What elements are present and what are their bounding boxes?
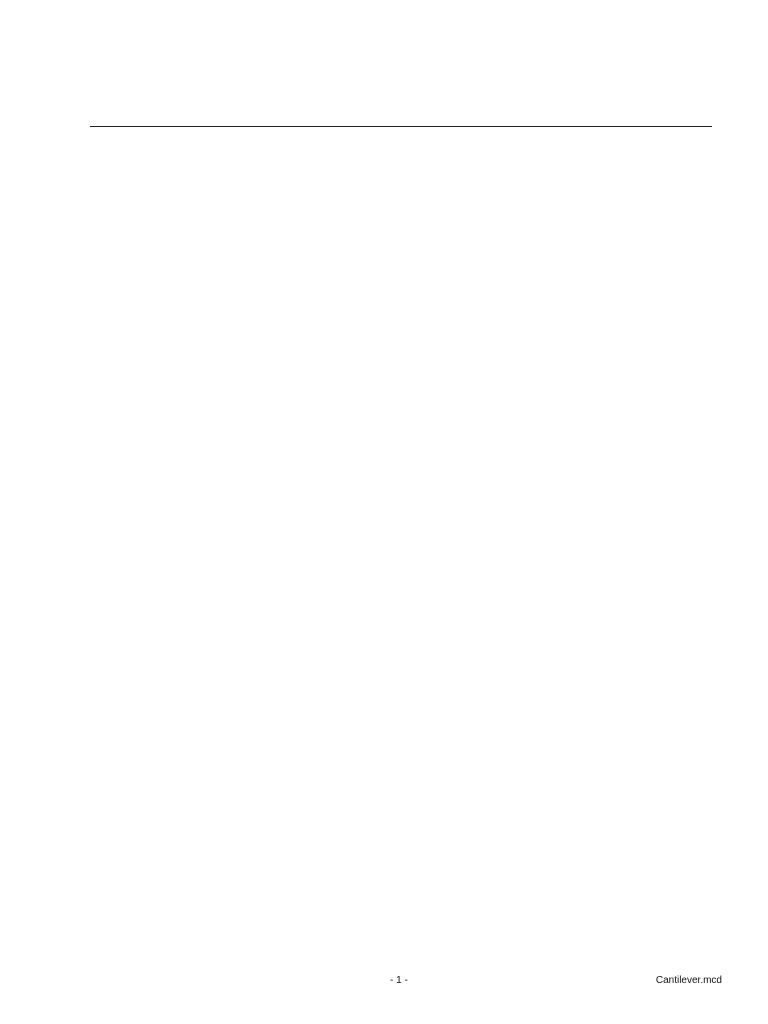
footer-filename: Cantilever.mcd <box>655 975 722 986</box>
page-number: - 1 - <box>390 975 408 986</box>
header-divider <box>90 126 712 127</box>
